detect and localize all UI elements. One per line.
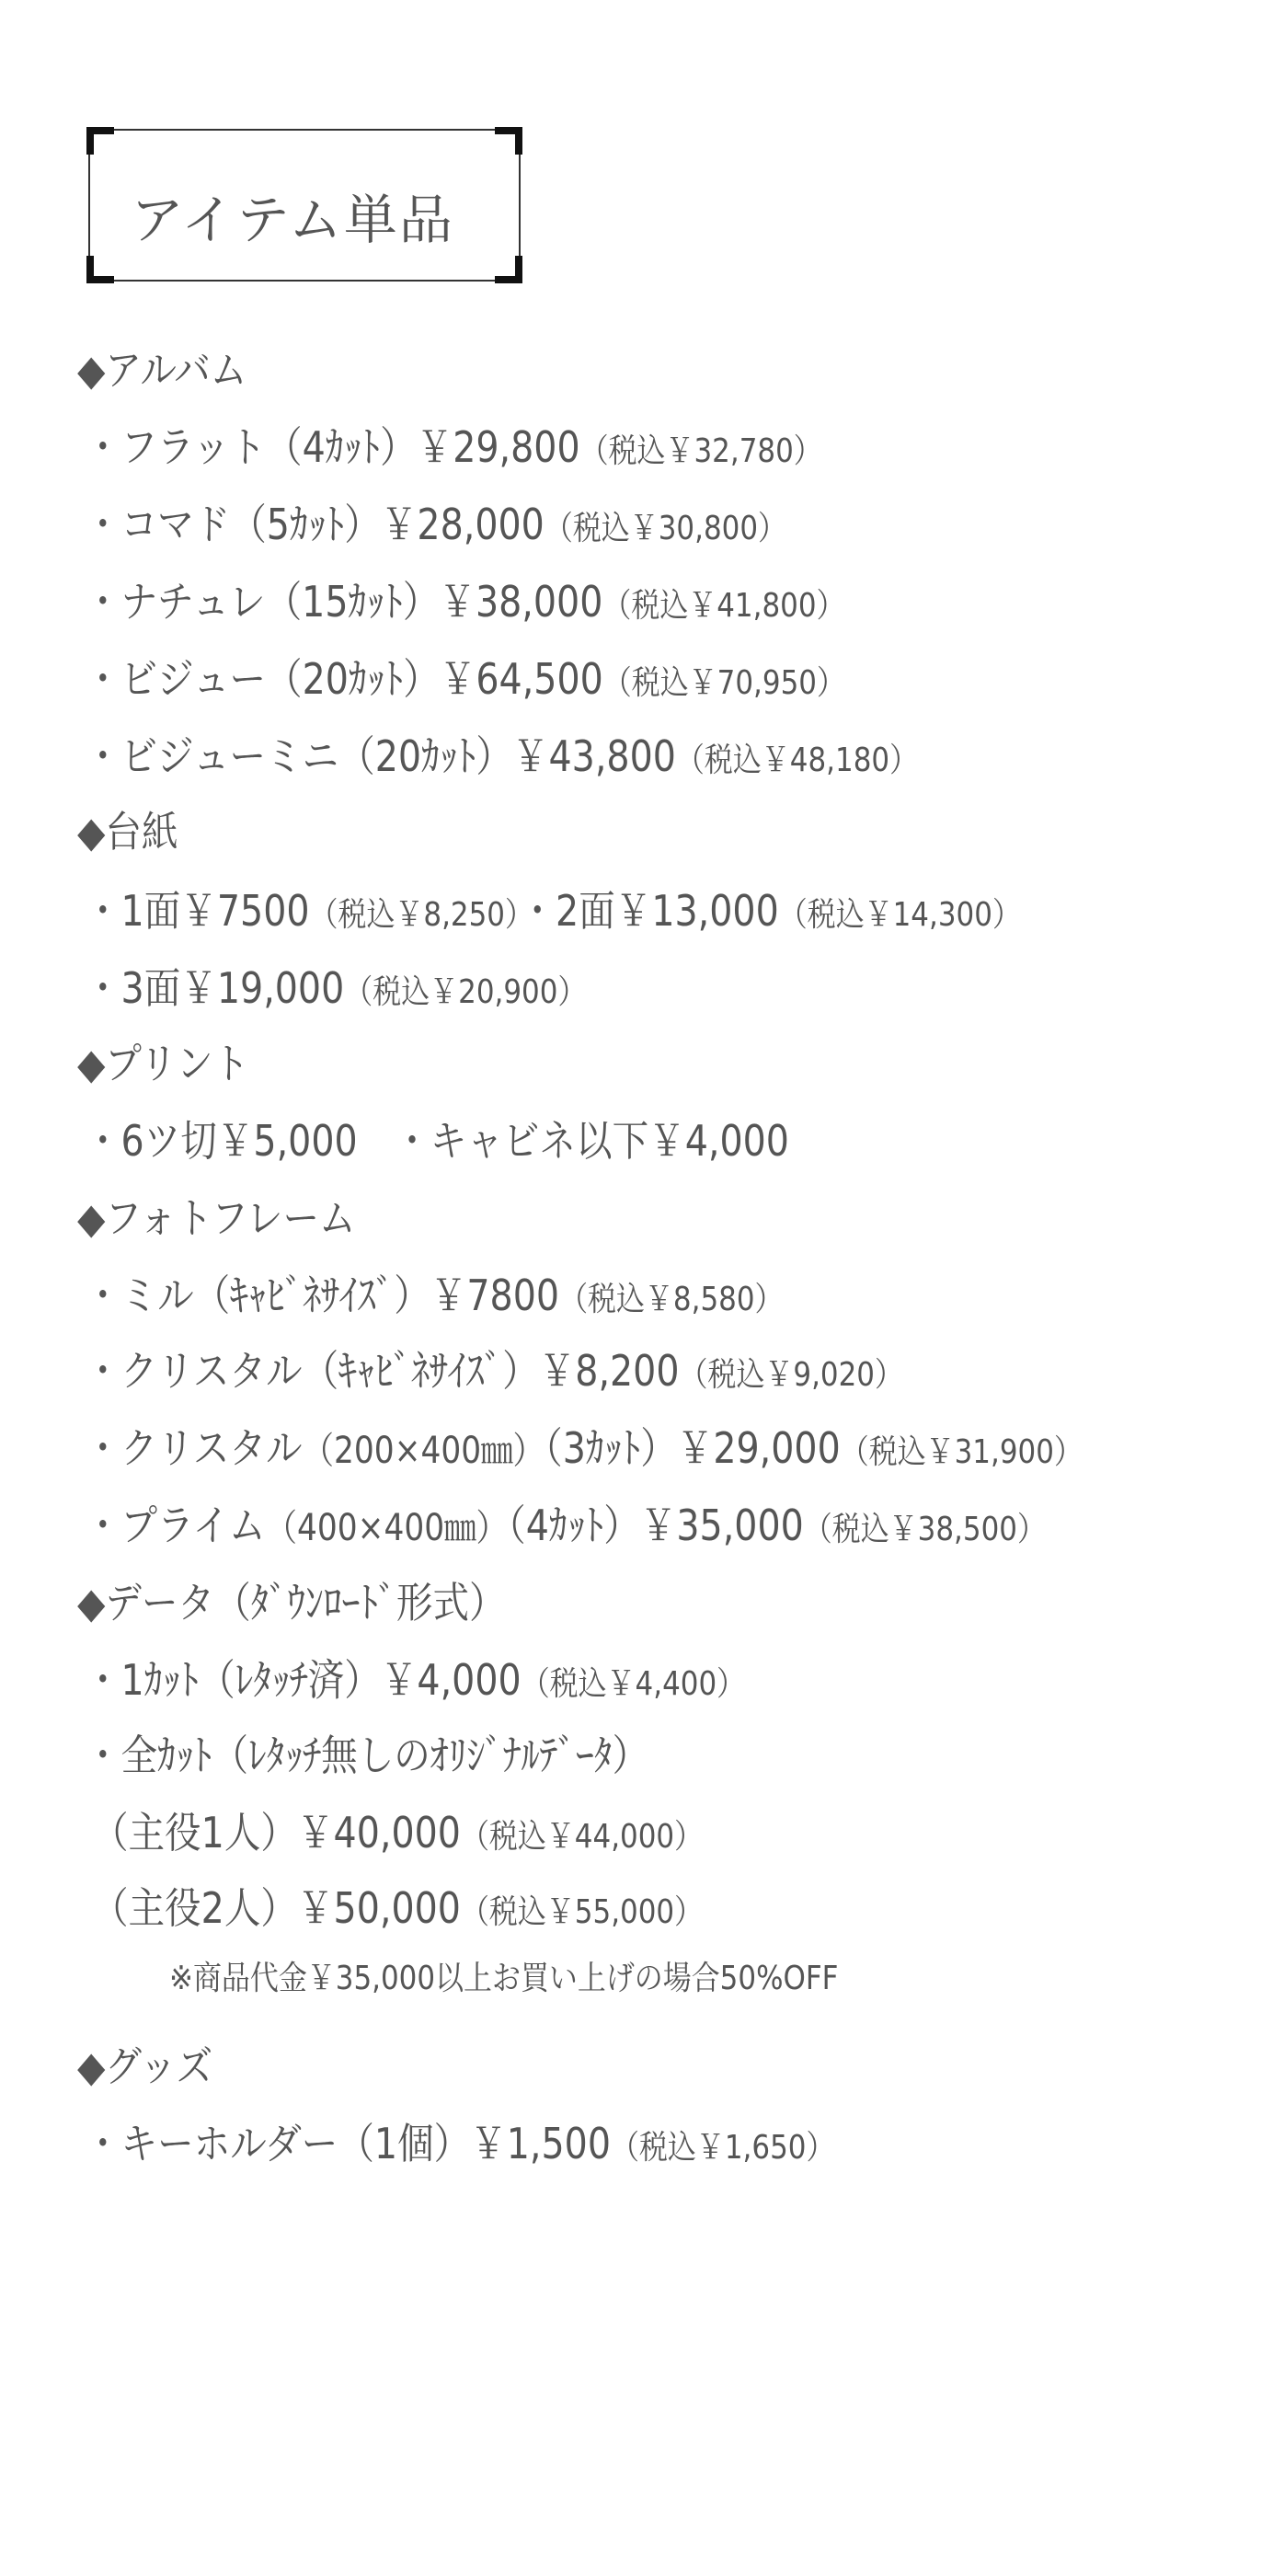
price-line xyxy=(85,1113,789,1168)
item-label: ◆アルバム xyxy=(77,345,247,395)
price-line xyxy=(85,651,845,711)
tax-included-price: （税込￥1,650） xyxy=(611,2129,835,2167)
item-label: （3ｶｯﾄ）￥29,000 xyxy=(544,1423,841,1473)
tax-included-price: （税込￥4,400） xyxy=(521,1665,746,1703)
title-box xyxy=(88,129,521,282)
corner-mark xyxy=(495,127,522,155)
item-label: ・ビジュー（20ｶｯﾄ）￥64,500 xyxy=(85,654,603,704)
price-line xyxy=(85,420,822,479)
corner-mark xyxy=(86,127,114,155)
item-size: （200×400㎜） xyxy=(302,1430,545,1472)
item-label: ◆台紙 xyxy=(77,807,178,857)
discount-note: ※商品代金￥35,000以上お買い上げの場合50%OFF xyxy=(169,1960,839,1997)
price-line xyxy=(85,1728,648,1783)
price-line xyxy=(85,1268,784,1328)
tax-included-price: （税込￥41,800） xyxy=(602,587,845,625)
price-line xyxy=(85,960,586,1020)
section-heading xyxy=(77,342,246,397)
price-line xyxy=(85,2116,834,2176)
item-label: （4ｶｯﾄ）￥35,000 xyxy=(507,1501,804,1550)
corner-mark xyxy=(86,256,114,283)
section-heading xyxy=(77,804,178,859)
item-label: ・コマド（5ｶｯﾄ）￥28,000 xyxy=(85,500,545,549)
item-label: ・2面￥13,000 xyxy=(519,886,779,936)
section-heading xyxy=(77,1575,506,1630)
item-label: ◆データ（ﾀﾞｳﾝﾛｰﾄﾞ形式） xyxy=(77,1578,506,1627)
item-label: ・6ツ切￥5,000 ・キャビネ以下￥4,000 xyxy=(85,1116,789,1166)
corner-mark xyxy=(495,256,522,283)
item-label: ・1面￥7500 xyxy=(85,886,310,936)
price-line xyxy=(85,574,845,634)
tax-included-price: （税込￥30,800） xyxy=(544,510,786,547)
tax-included-price: （税込￥44,000） xyxy=(460,1818,704,1856)
item-label: ・キーホルダー（1個）￥1,500 xyxy=(85,2119,612,2168)
price-line xyxy=(85,1420,1083,1480)
item-label: ◆グッズ xyxy=(77,2041,213,2091)
item-size: （400×400㎜） xyxy=(265,1507,508,1549)
item-label: ・クリスタル xyxy=(85,1423,303,1473)
tax-included-price: （税込￥8,580） xyxy=(559,1281,784,1318)
item-label: ・クリスタル（ｷｬﾋﾞﾈｻｲｽﾞ）￥8,200 xyxy=(85,1346,680,1396)
item-label: ・プライム xyxy=(85,1501,266,1550)
item-label: ・3面￥19,000 xyxy=(85,963,345,1013)
section-heading xyxy=(77,2039,212,2094)
item-label: ◆プリント xyxy=(77,1039,250,1088)
item-label: ・ビジューミニ（20ｶｯﾄ）￥43,800 xyxy=(85,731,676,781)
tax-included-price: （税込￥8,250） xyxy=(309,896,520,934)
price-line xyxy=(85,883,1021,943)
tax-included-price: （税込￥31,900） xyxy=(840,1433,1083,1471)
price-line xyxy=(85,1652,745,1712)
item-label: ・全ｶｯﾄ（ﾚﾀｯﾁ無しのｵﾘｼﾞﾅﾙﾃﾞｰﾀ） xyxy=(85,1731,649,1780)
item-label: ・ミル（ｷｬﾋﾞﾈｻｲｽﾞ）￥7800 xyxy=(85,1271,560,1320)
item-label: ・1ｶｯﾄ（ﾚﾀｯﾁ済）￥4,000 xyxy=(85,1655,522,1705)
page-title: アイテム単品 xyxy=(131,189,454,251)
item-label: （主役2人）￥50,000 xyxy=(92,1883,461,1933)
section-heading xyxy=(77,1036,249,1091)
price-line xyxy=(92,1880,703,1940)
price-line xyxy=(92,1805,703,1865)
tax-included-price: （税込￥48,180） xyxy=(675,742,919,779)
tax-included-price: （税込￥55,000） xyxy=(460,1893,704,1931)
tax-included-price: （税込￥32,780） xyxy=(579,432,822,470)
price-line xyxy=(85,1498,1046,1558)
tax-included-price: （税込￥70,950） xyxy=(602,664,845,702)
section-heading xyxy=(77,1190,356,1246)
tax-included-price: （税込￥14,300） xyxy=(778,896,1021,934)
price-line xyxy=(85,497,786,557)
item-label: ・フラット（4ｶｯﾄ）￥29,800 xyxy=(85,422,580,472)
item-label: ◆フォトフレーム xyxy=(77,1193,356,1243)
tax-included-price: （税込￥9,020） xyxy=(679,1356,903,1394)
item-label: ・ナチュレ（15ｶｯﾄ）￥38,000 xyxy=(85,577,603,627)
tax-included-price: （税込￥20,900） xyxy=(344,973,587,1011)
price-line xyxy=(85,729,918,788)
price-line xyxy=(85,1343,903,1403)
tax-included-price: （税込￥38,500） xyxy=(803,1511,1046,1548)
item-label: （主役1人）￥40,000 xyxy=(92,1808,461,1857)
